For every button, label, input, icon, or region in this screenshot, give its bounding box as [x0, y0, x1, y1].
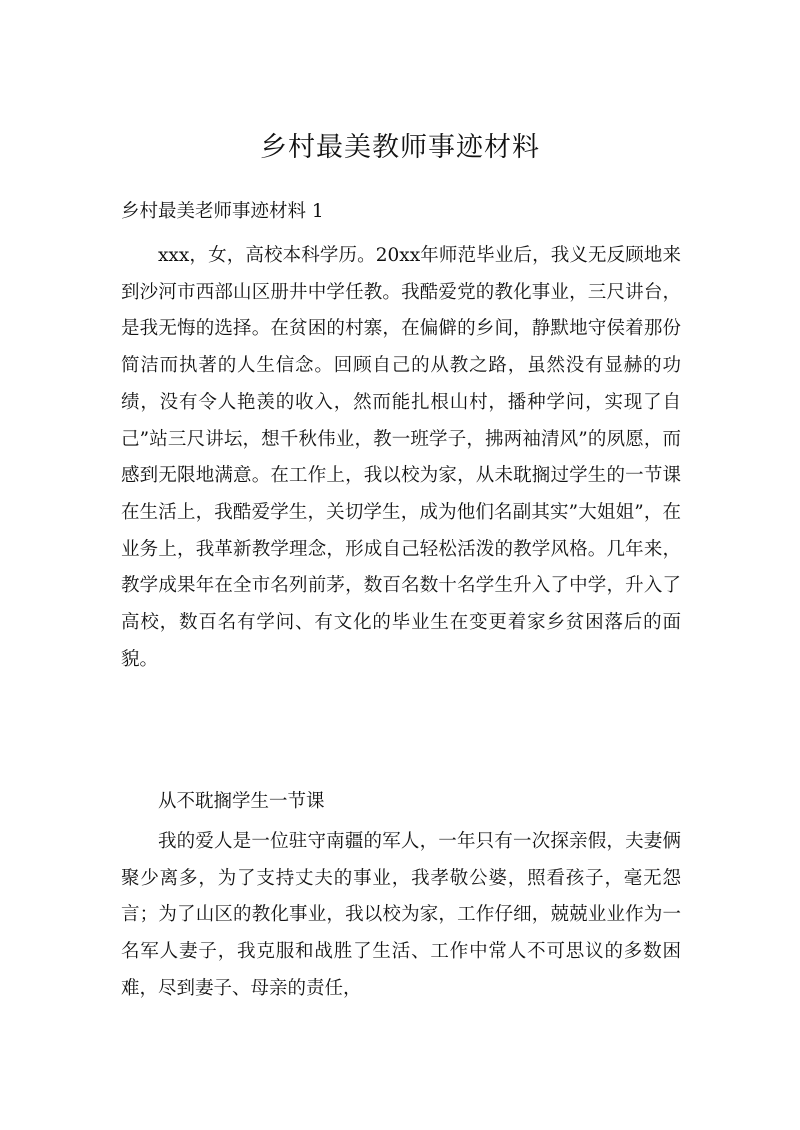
section-heading: 从不耽搁学生一节课: [158, 791, 325, 812]
body-paragraph-1: xxx，女，高校本科学历。20xx年师范毕业后，我义无反顾地来到沙河市西部山区册井中学任教。我酷爱党的教化事业，三尺讲台，是我无悔的选择。在贫困的村寨，在偏僻的乡间，静默地守侯着那份简洁而执著的人生信念。回顾自己的从教之路，虽然没有显赫的功绩，没有令人艳羡的收入，然而能扎根山村，播种学问，实现了自己”站三尺讲坛，想千秋伟业，教一班学子，拂两袖清风”的夙愿，而感到无限地满意。在工作上，我以校为家，从未耽搁过学生的一节课在生活上，我酷爱学生，关切学生，成为他们名副其实”大姐姐”，在业务上，我革新教学理念，形成自己轻松活泼的教学风格。几年来，教学成果年在全市名列前茅，数百名数十名学生升入了中学，升入了高校，数百名有学问、有文化的毕业生在变更着家乡贫困落后的面貌。: [121, 245, 681, 670]
document-subtitle: 乡村最美老师事迹材料 1: [121, 201, 324, 222]
body-paragraph-2: 我的爱人是一位驻守南疆的军人，一年只有一次探亲假，夫妻俩聚少离多，为了支持丈夫的事业，我孝敬公婆，照看孩子，毫无怨言；为了山区的教化事业，我以校为家，工作仔细，兢兢业业作为一名军人妻子，我克服和战胜了生活、工作中常人不可思议的多数困难，尽到妻子、母亲的责任，: [121, 831, 681, 999]
document-title: 乡村最美教师事迹材料: [260, 132, 540, 163]
